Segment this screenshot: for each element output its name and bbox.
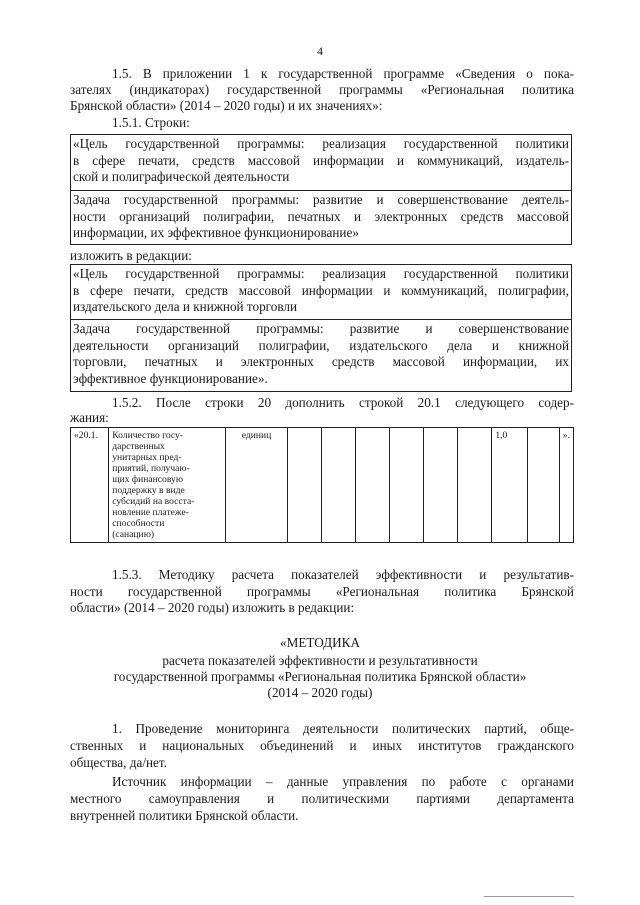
footer-rule [484, 896, 574, 897]
source-line-1: Источник информации – данные управления по работе с органами [112, 774, 574, 789]
indicator-name-line: субсидий на восста- [112, 496, 195, 507]
indicator-name-line: (санацию) [112, 529, 155, 540]
indicator-name-line: новление платеже- [112, 507, 189, 518]
empty-cell [390, 428, 424, 543]
page-number: 4 [317, 44, 323, 58]
clause-153-line-3: области» (2014 – 2020 годы) изложить в редакции: [70, 600, 355, 615]
new-task-row [70, 320, 572, 392]
source-line-2: местного самоуправления и политическими партиями департамента [70, 791, 574, 806]
old-task-row [70, 191, 572, 245]
clause-152-line-2: жания: [70, 410, 109, 425]
old-goal-line-2: в сфере печати, средств массовой информации и коммуникаций, издатель- [73, 152, 569, 168]
intro-line-3: Брянской области» (2014 – 2020 годы) и их значениях»: [70, 98, 383, 113]
new-goal-line-3: издательского дела и книжной торговли [73, 299, 298, 314]
intro-line-1: 1.5. В приложении 1 к государственной программе «Сведения о пока- [112, 66, 574, 81]
edit-label: изложить в редакции: [70, 248, 192, 263]
indicator-name-line: приятий, получаю- [112, 463, 190, 474]
new-task-line-4: эффективное функционирование». [73, 370, 268, 386]
new-task-line-1: Задача государственной программы: развитие и совершенствование [73, 321, 569, 336]
indicator-name-line: способности [112, 518, 165, 529]
item1-line-1: 1. Проведение мониторинга деятельности политических партий, обще- [112, 721, 574, 736]
indicator-name-line: дарственных [112, 441, 165, 452]
empty-cell [458, 428, 492, 543]
old-goal-line-3: ской и полиграфической деятельности [73, 169, 290, 184]
methodology-title: «МЕТОДИКА [280, 635, 360, 650]
new-goal-row [70, 264, 572, 320]
indicator-name-line: Количество госу- [112, 430, 184, 441]
clause-151-label: 1.5.1. Строки: [112, 115, 190, 130]
empty-cell [527, 428, 559, 543]
value-cell: 1,0 [492, 428, 527, 543]
source-line-3: внутренней политики Брянской области. [70, 808, 299, 823]
intro-line-2: зателях (индикаторах) государственной программы «Региональная политика [70, 82, 574, 97]
item1-line-3: общества, да/нет. [70, 755, 167, 770]
new-task-line-3: торговли, печатных и электронных средств массовой информации, их [73, 354, 569, 369]
closing-cell: ». [559, 428, 573, 543]
empty-cell [288, 428, 322, 543]
new-task-line-2: деятельности организаций полиграфии, издательского дела и книжной [73, 337, 569, 353]
old-task-line-3: информации, их эффективное функционирование» [73, 225, 359, 240]
unit-cell: единиц [225, 428, 287, 543]
clause-152-line-1: 1.5.2. После строки 20 дополнить строкой 20.1 следующего содер- [112, 395, 574, 410]
methodology-subtitle-3: (2014 – 2020 годы) [267, 685, 373, 700]
methodology-subtitle-1: расчета показателей эффективности и результативности [162, 653, 478, 668]
indicator-table [70, 427, 574, 543]
old-task-line-1: Задача государственной программы: развитие и совершенствование деятель- [73, 192, 569, 207]
row-number-cell: «20.1. [71, 428, 109, 543]
empty-cell [322, 428, 356, 543]
indicator-name-line: щих финансовую [112, 474, 184, 485]
empty-cell [356, 428, 390, 543]
new-goal-line-2: в сфере печати, средств массовой информации и коммуникаций, полиграфии, [73, 282, 569, 298]
clause-153-line-2: ности государственной программы «Региональная политика Брянской [70, 584, 574, 599]
old-goal-row [70, 134, 572, 191]
indicator-name-cell [109, 428, 226, 543]
item1-line-2: ственных и национальных объединений и иных институтов гражданского [70, 738, 574, 753]
indicator-name-line: поддержку в виде [112, 485, 185, 496]
empty-cell [424, 428, 458, 543]
indicator-name-line: унитарных пред- [112, 452, 182, 463]
methodology-subtitle-2: государственной программы «Региональная политика Брянской области» [113, 669, 527, 684]
new-goal-line-1: «Цель государственной программы: реализация государственной политики [73, 266, 569, 281]
old-task-line-2: ности организаций полиграфии, печатных и электронных средств массовой [73, 208, 569, 224]
old-goal-line-1: «Цель государственной программы: реализация государственной политики [73, 136, 569, 151]
table-row [71, 428, 574, 543]
clause-153-line-1: 1.5.3. Методику расчета показателей эффективности и результатив- [112, 567, 574, 582]
